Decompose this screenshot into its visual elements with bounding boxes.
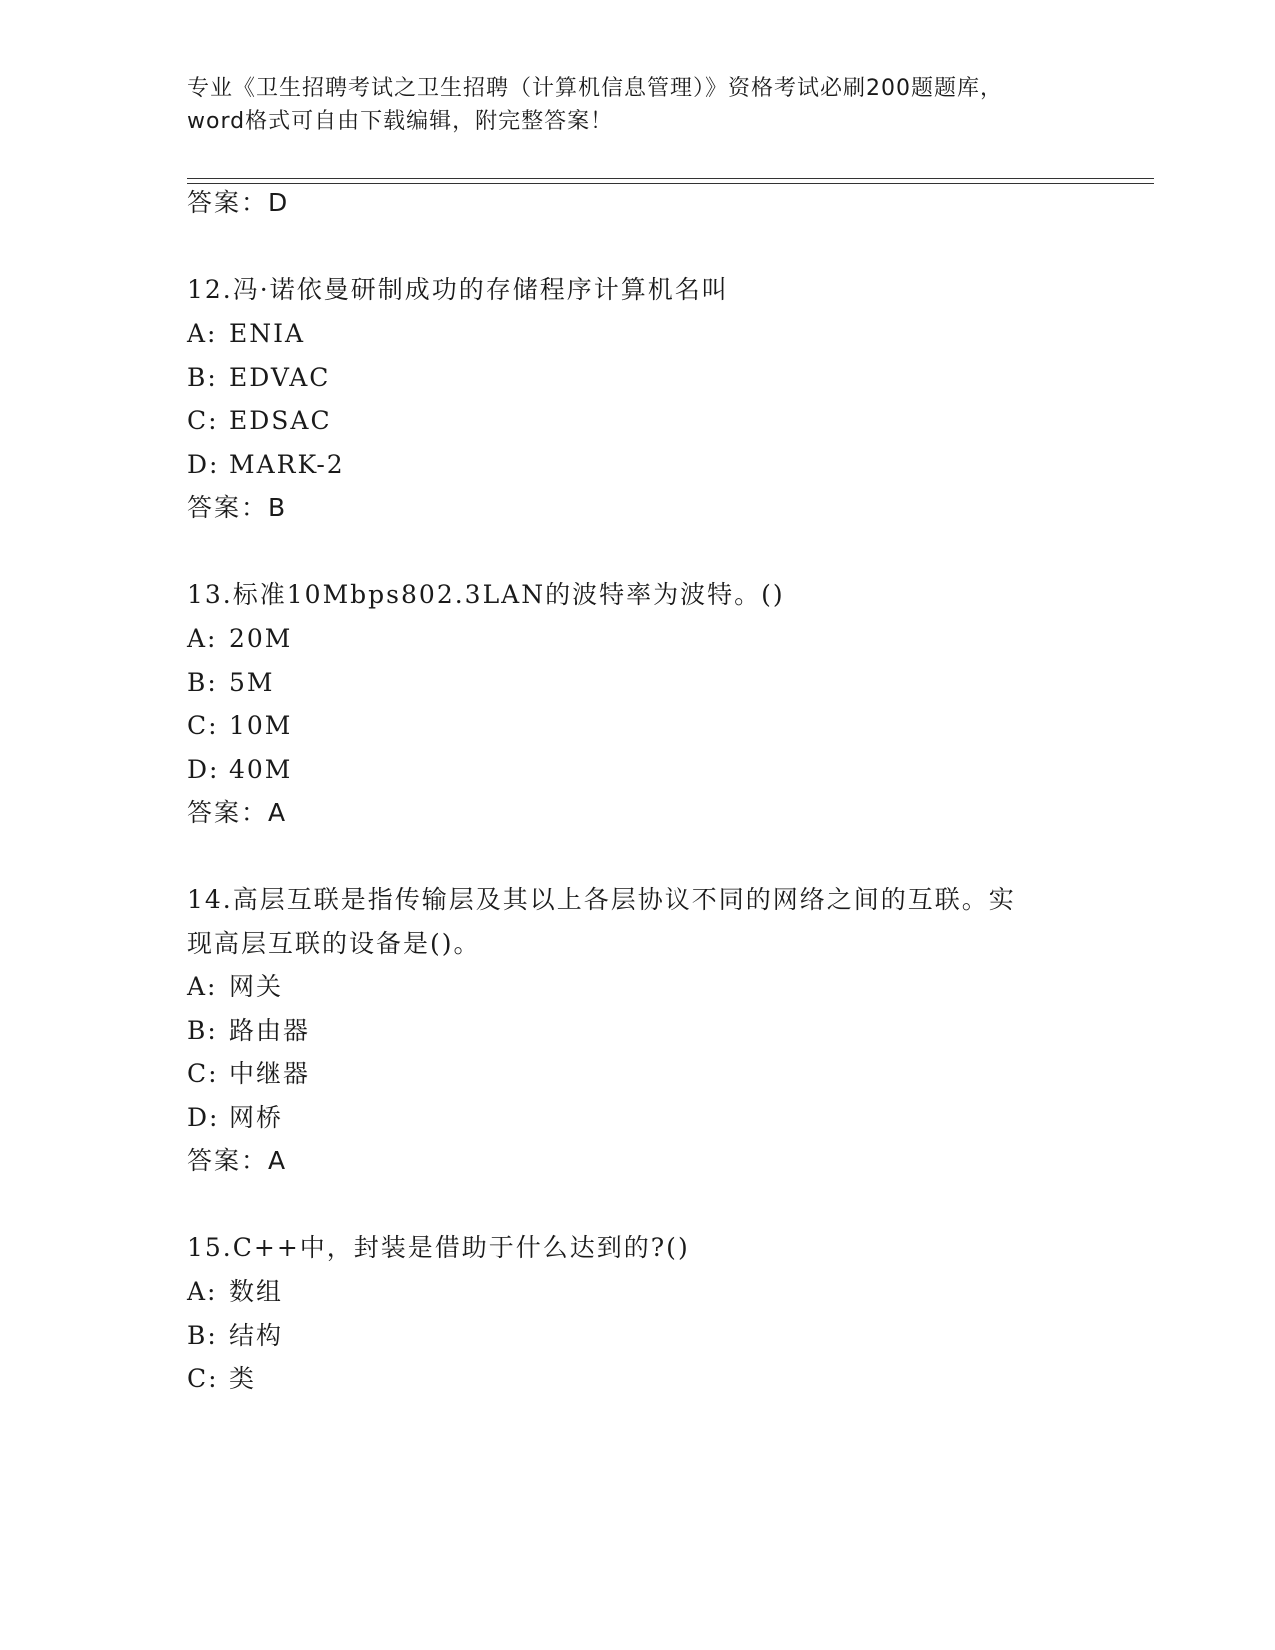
option-text: 网桥 xyxy=(229,1103,284,1132)
question-12-answer: 答案：B xyxy=(187,493,288,522)
option-text: ENIA xyxy=(229,319,306,348)
question-12-option-b xyxy=(187,363,330,393)
option-text: 40M xyxy=(229,755,293,784)
header-divider-bottom xyxy=(187,183,1154,184)
question-12-stem: 12.冯·诺依曼研制成功的存储程序计算机名叫 xyxy=(187,275,729,304)
question-13-option-b xyxy=(187,668,275,698)
option-letter: D: xyxy=(187,1103,220,1132)
option-text: 10M xyxy=(229,711,293,740)
option-letter: C: xyxy=(187,406,219,435)
header-line-2: word格式可自由下载编辑，附完整答案！ xyxy=(187,109,614,134)
option-letter: C: xyxy=(187,711,219,740)
option-letter: B: xyxy=(187,1016,218,1045)
option-text: 数组 xyxy=(229,1277,284,1306)
question-14-option-b xyxy=(187,1016,310,1046)
question-15-stem: 15.C++中，封装是借助于什么达到的?() xyxy=(187,1233,690,1262)
option-text: 路由器 xyxy=(229,1016,311,1045)
question-12-option-c xyxy=(187,406,332,436)
option-letter: B: xyxy=(187,668,218,697)
option-text: 结构 xyxy=(229,1321,284,1350)
question-13-option-c xyxy=(187,711,292,741)
option-letter: A: xyxy=(187,319,218,348)
question-13-answer: 答案：A xyxy=(187,798,288,827)
header-divider-top xyxy=(187,178,1154,179)
option-letter: A: xyxy=(187,624,218,653)
question-13-option-a xyxy=(187,624,292,654)
option-letter: D: xyxy=(187,450,220,479)
option-text: EDSAC xyxy=(229,406,332,435)
option-text: 中继器 xyxy=(229,1059,311,1088)
question-14-stem-line-2: 现高层互联的设备是()。 xyxy=(187,929,481,958)
question-15-option-a xyxy=(187,1277,283,1307)
option-letter: A: xyxy=(187,972,218,1001)
question-15-option-b xyxy=(187,1321,283,1351)
header-line-1: 专业《卫生招聘考试之卫生招聘（计算机信息管理）》资格考试必刷200题题库， xyxy=(187,76,1003,101)
option-letter: A: xyxy=(187,1277,218,1306)
question-14-option-a xyxy=(187,972,283,1002)
document-header xyxy=(187,72,1087,138)
option-text: 5M xyxy=(229,668,275,697)
question-12-option-a xyxy=(187,319,305,349)
option-letter: B: xyxy=(187,1321,218,1350)
previous-answer: 答案：D xyxy=(187,188,290,217)
option-letter: C: xyxy=(187,1059,219,1088)
option-text: EDVAC xyxy=(229,363,331,392)
option-letter: D: xyxy=(187,755,220,784)
option-text: 20M xyxy=(229,624,293,653)
question-15-option-c xyxy=(187,1364,256,1394)
question-14-option-c xyxy=(187,1059,310,1089)
question-14-answer: 答案：A xyxy=(187,1146,288,1175)
question-13-option-d xyxy=(187,755,292,785)
question-12-option-d xyxy=(187,450,345,480)
option-text: 网关 xyxy=(229,972,284,1001)
option-letter: C: xyxy=(187,1364,219,1393)
option-text: 类 xyxy=(229,1364,257,1393)
question-13-stem: 13.标准10Mbps802.3LAN的波特率为波特。() xyxy=(187,580,785,609)
option-letter: B: xyxy=(187,363,218,392)
option-text: MARK-2 xyxy=(229,450,345,479)
question-14-option-d xyxy=(187,1103,283,1133)
question-14-stem-line-1: 14.高层互联是指传输层及其以上各层协议不同的网络之间的互联。实 xyxy=(187,885,1016,914)
